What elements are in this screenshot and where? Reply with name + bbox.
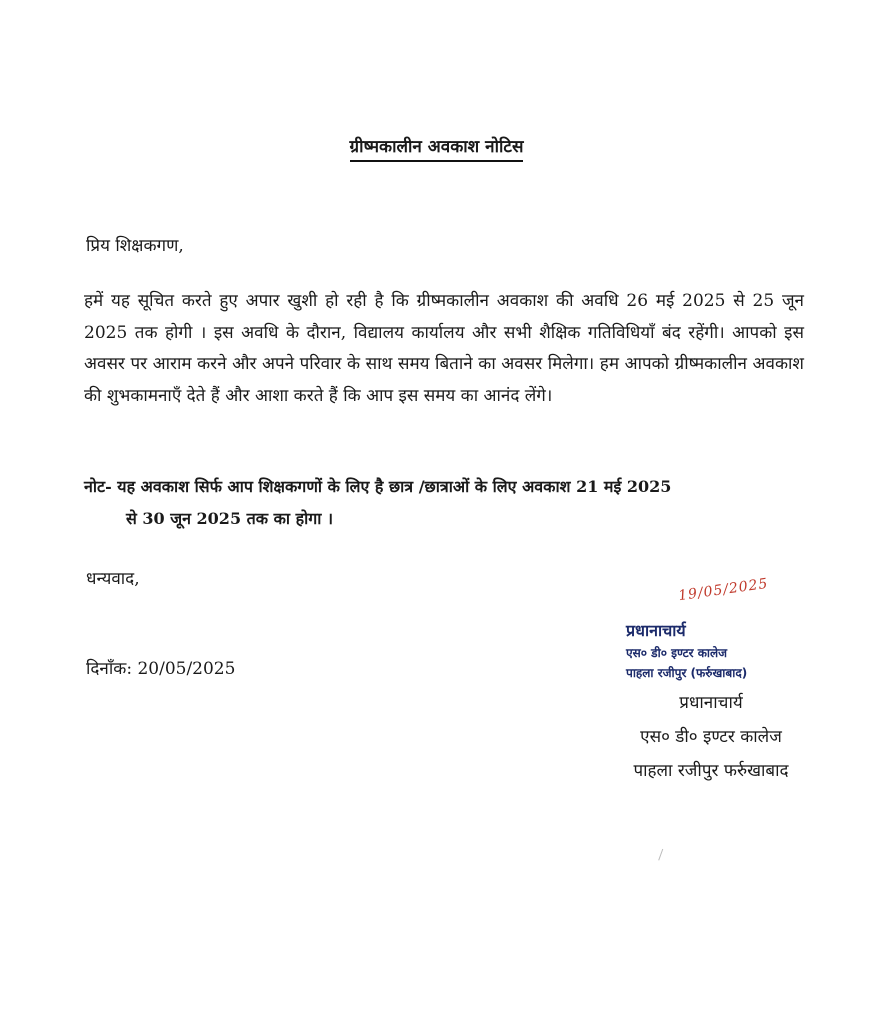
stamp-line-1: एस० डी० इण्टर कालेज bbox=[626, 646, 728, 660]
signatory-address: पाहला रजीपुर फर्रुखाबाद bbox=[633, 761, 789, 781]
notice-body: हमें यह सूचित करते हुए अपार खुशी हो रही है कि ग्रीष्मकालीन अवकाश की अवधि 26 मई 2025 से 25 जून 2025 तक होगी । इस अवधि के दौरान, विद्यालय कार्यालय और सभी शैक्षिक गतिविधियाँ बंद रहेंगी। आपको इस अवसर पर आराम करने और अपने परिवार के साथ समय बिताने का अवसर मिलेगा। हम आपको ग्रीष्मकालीन अवकाश की शुभकामनाएँ देते हैं और आशा करते हैं कि आप इस समय का आनंद लेंगे। bbox=[84, 291, 804, 406]
signature-date: 19/05/2025 bbox=[677, 575, 770, 605]
paper-mark bbox=[658, 849, 671, 863]
notice-date: दिनाँक: 20/05/2025 bbox=[86, 659, 236, 679]
stamp-line-2: पाहला रजीपुर (फर्रुखाबाद) bbox=[626, 666, 748, 680]
signatory-block bbox=[606, 686, 816, 788]
notice-title bbox=[0, 134, 873, 157]
note-line-2: से 30 जून 2025 तक का होगा । bbox=[126, 509, 334, 528]
note-paragraph bbox=[84, 471, 804, 535]
closing-thanks: धन्यवाद, bbox=[86, 569, 140, 589]
salutation: प्रिय शिक्षकगण, bbox=[86, 236, 184, 256]
signature-scribble bbox=[677, 576, 769, 604]
stamp-title: प्रधानाचार्य bbox=[626, 621, 686, 640]
signatory-institution: एस० डी० इण्टर कालेज bbox=[640, 727, 782, 747]
signatory-designation: प्रधानाचार्य bbox=[679, 693, 743, 713]
note-line-1: नोट- यह अवकाश सिर्फ आप शिक्षकगणों के लिए है छात्र /छात्राओं के लिए अवकाश 21 मई 2025 bbox=[84, 477, 672, 496]
notice-title-text: ग्रीष्मकालीन अवकाश नोटिस bbox=[350, 137, 524, 162]
